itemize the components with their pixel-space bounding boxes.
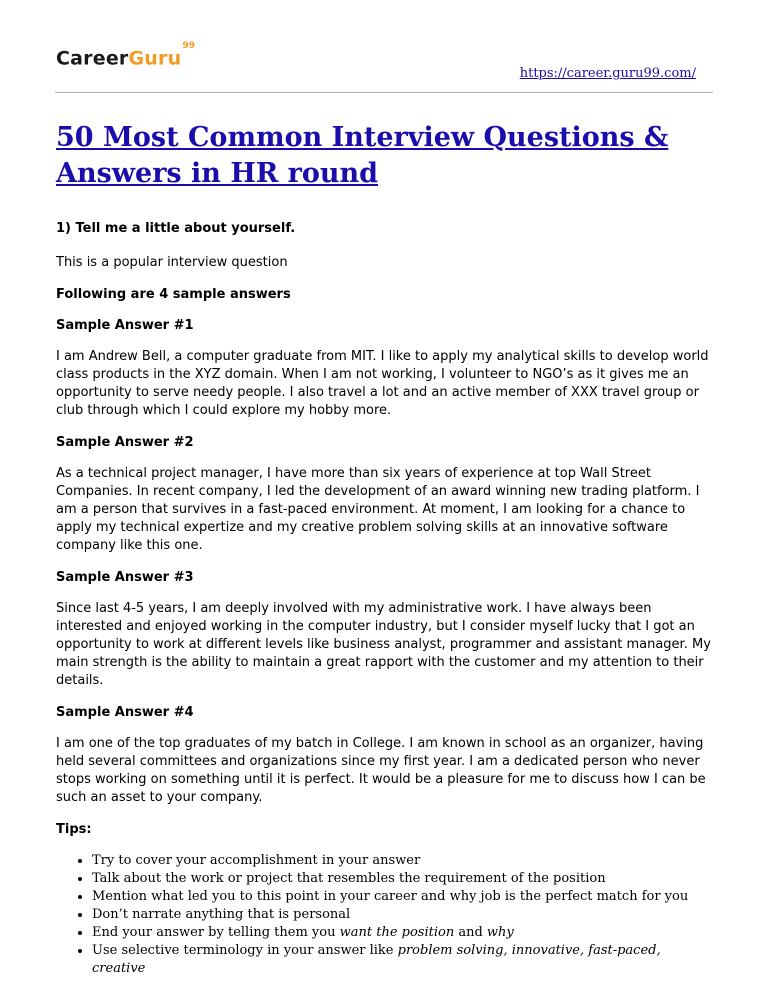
answer-text: I am one of the top graduates of my batch in College. I am known in school as an organizer, having held several committees and organizations since my first year. I am a dedicated person who never stops working on something until it is perfect. It would be a pleasure for me to discuss how I can be such an asset to your company. bbox=[56, 736, 706, 805]
tips-list bbox=[56, 852, 712, 978]
tip-item: • Talk about the work or project that resembles the requirement of the position bbox=[92, 870, 712, 888]
header-url-link[interactable]: https://career.guru99.com/ bbox=[519, 66, 696, 81]
answer-heading: Sample Answer #3 bbox=[56, 570, 194, 585]
answer-heading: Sample Answer #2 bbox=[56, 435, 194, 450]
answer-text: Since last 4-5 years, I am deeply involved with my administrative work. I have always been interested and enjoyed working in the computer industry, but I consider myself lucky that I got an opportunity to work at different levels like business analyst, programmer and assistant manager. My main strength is the ability to maintain a great rapport with the customer and my attention to their details. bbox=[56, 601, 711, 688]
intro-text: This is a popular interview question bbox=[56, 255, 288, 270]
tip-text: and bbox=[454, 925, 487, 940]
tip-item bbox=[92, 942, 712, 978]
tips-heading: Tips: bbox=[56, 822, 92, 837]
logo-career-text: Career bbox=[56, 47, 129, 70]
answer-heading: Sample Answer #1 bbox=[56, 318, 194, 333]
tip-item: • Don’t narrate anything that is personal bbox=[92, 906, 712, 924]
tip-text: End your answer by telling them you bbox=[92, 925, 340, 940]
following-heading: Following are 4 sample answers bbox=[56, 287, 291, 302]
page-title[interactable]: 50 Most Common Interview Questions & Answers in HR round bbox=[56, 122, 669, 189]
logo-99-text: 99 bbox=[182, 41, 196, 51]
answer-text: I am Andrew Bell, a computer graduate from MIT. I like to apply my analytical skills to develop world class products in the XYZ domain. When I am not working, I volunteer to NGO’s as it gives me an opportunity to serve needy people. I also travel a lot and an active member of XXX travel group or club through which I could explore my hobby more. bbox=[56, 349, 709, 418]
site-logo[interactable] bbox=[56, 41, 196, 70]
answer-heading: Sample Answer #4 bbox=[56, 705, 194, 720]
tip-item: • Try to cover your accomplishment in your answer bbox=[92, 852, 712, 870]
tip-item: • Mention what led you to this point in your career and why job is the perfect match for you bbox=[92, 888, 712, 906]
tip-emphasis: why bbox=[486, 925, 514, 940]
tip-emphasis: want the position bbox=[339, 925, 455, 940]
header-divider bbox=[55, 92, 713, 93]
question-heading: 1) Tell me a little about yourself. bbox=[56, 221, 296, 236]
tip-text: Use selective terminology in your answer like bbox=[92, 943, 398, 958]
tip-item bbox=[92, 924, 712, 942]
tip-emphasis: problem solving, innovative, fast-paced, creative bbox=[92, 943, 661, 976]
article-body bbox=[56, 120, 712, 978]
logo-guru-text: Guru bbox=[128, 47, 182, 70]
answer-text: As a technical project manager, I have more than six years of experience at top Wall Street Companies. In recent company, I led the development of an award winning new trading platform. I am a person that survives in a fast-paced environment. At moment, I am looking for a chance to apply my technical expertize and my creative problem solving skills at an innovative software company like this one. bbox=[56, 466, 700, 553]
